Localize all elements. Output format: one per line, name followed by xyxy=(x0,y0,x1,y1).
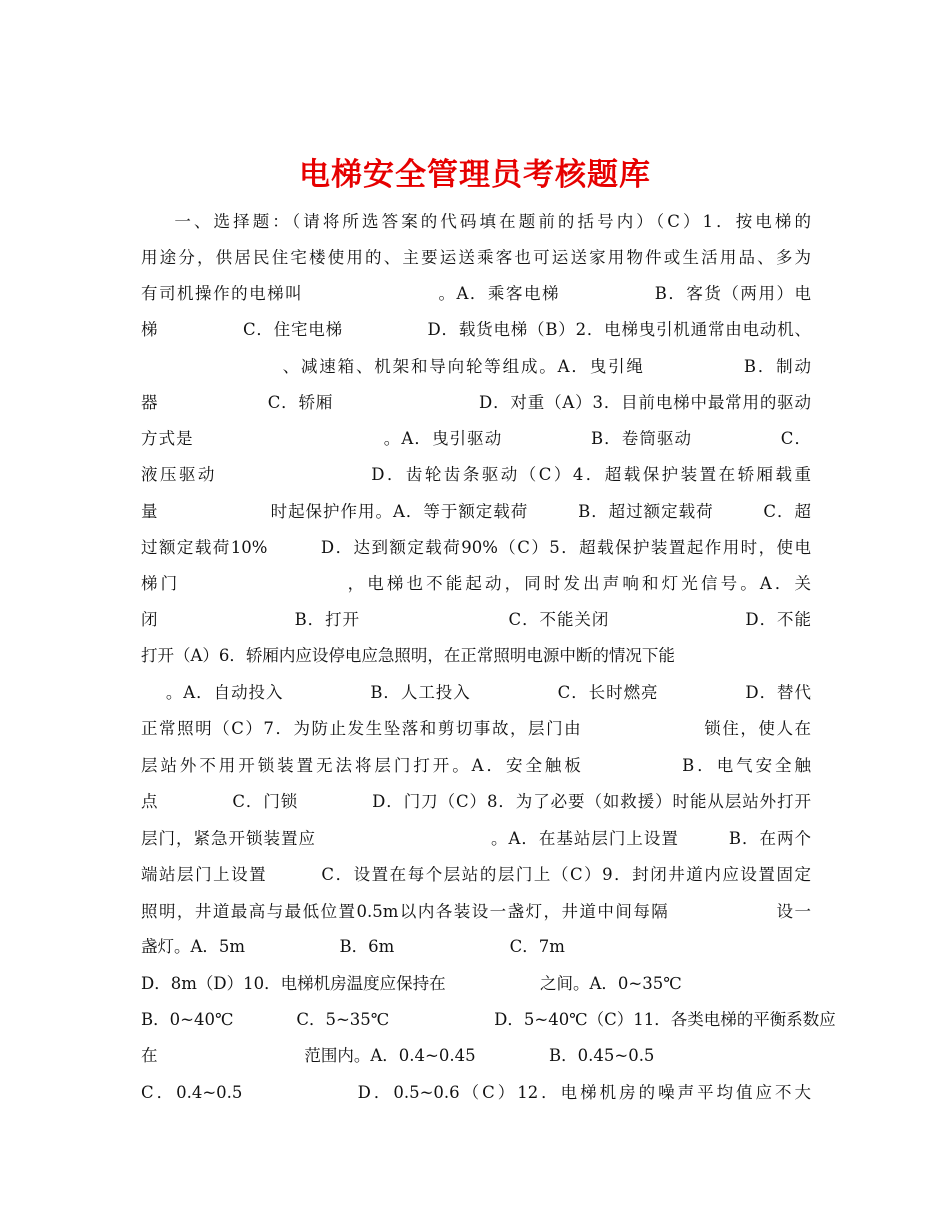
text-line: 液压驱动 D．齿轮齿条驱动（C）4．超载保护装置在轿厢载重 xyxy=(141,465,811,484)
text-line: 量 时起保护作用。A．等于额定载荷 B．超过额定载荷 C．超 xyxy=(141,502,811,521)
text-line: 端站层门上设置 C．设置在每个层站的层门上（C）9．封闭井道内应设置固定 xyxy=(141,865,811,884)
text-line: 梯门 ，电梯也不能起动，同时发出声响和灯光信号。A．关 xyxy=(141,574,811,593)
text-line: 器 C．轿厢 D．对重（A）3．目前电梯中最常用的驱动 xyxy=(141,393,811,412)
text-line: 、减速箱、机架和导向轮等组成。A．曳引绳 B．制动 xyxy=(141,357,811,376)
text-line: C．0.4~0.5 D．0.5~0.6（C）12．电梯机房的噪声平均值应不大 xyxy=(141,1083,811,1102)
text-line: 过额定载荷10% D．达到额定载荷90%（C）5．超载保护装置起作用时，使电 xyxy=(141,538,811,557)
text-line: 在 范围内。A．0.4~0.45 B．0.45~0.5 xyxy=(141,1046,655,1065)
text-line: 点 C．门锁 D．门刀（C）8．为了必要（如救援）时能从层站外打开 xyxy=(141,792,811,811)
text-line: 盏灯。A．5m B．6m C．7m xyxy=(141,937,565,956)
text-line: 有司机操作的电梯叫 。A．乘客电梯 B．客货（两用）电 xyxy=(141,284,811,303)
text-line: D．8m（D）10．电梯机房温度应保持在 之间。A．0~35℃ xyxy=(141,974,682,993)
text-line: 正常照明（C）7．为防止发生坠落和剪切事故，层门由 锁住，使人在 xyxy=(141,719,811,738)
text-line: 闭 B．打开 C．不能关闭 D．不能 xyxy=(141,610,811,629)
text-line: B．0~40℃ C．5~35℃ D．5~40℃（C）11．各类电梯的平衡系数应 xyxy=(141,1010,836,1029)
document-title: 电梯安全管理员考核题库 xyxy=(299,156,651,193)
text-line: 照明，井道最高与最低位置0.5m以内各装设一盏灯，井道中间每隔 设一 xyxy=(141,902,811,921)
text-line: 用途分，供居民住宅楼使用的、主要运送乘客也可运送家用物件或生活用品、多为 xyxy=(141,248,811,267)
text-line: 方式是 。A．曳引驱动 B．卷筒驱动 C． xyxy=(141,429,811,448)
text-line: 层门，紧急开锁装置应 。A．在基站层门上设置 B．在两个 xyxy=(141,829,811,848)
text-line: 。A．自动投入 B．人工投入 C．长时燃亮 D．替代 xyxy=(141,683,811,702)
text-line: 打开（A）6．轿厢内应设停电应急照明，在正常照明电源中断的情况下能 xyxy=(141,646,675,665)
text-line: 梯 C．住宅电梯 D．载货电梯（B）2．电梯曳引机通常由电动机、 xyxy=(141,320,811,339)
text-line: 一、选择题：（请将所选答案的代码填在题前的括号内）（C）1．按电梯的 xyxy=(141,212,811,231)
text-line: 层站外不用开锁装置无法将层门打开。A．安全触板 B．电气安全触 xyxy=(141,756,811,775)
